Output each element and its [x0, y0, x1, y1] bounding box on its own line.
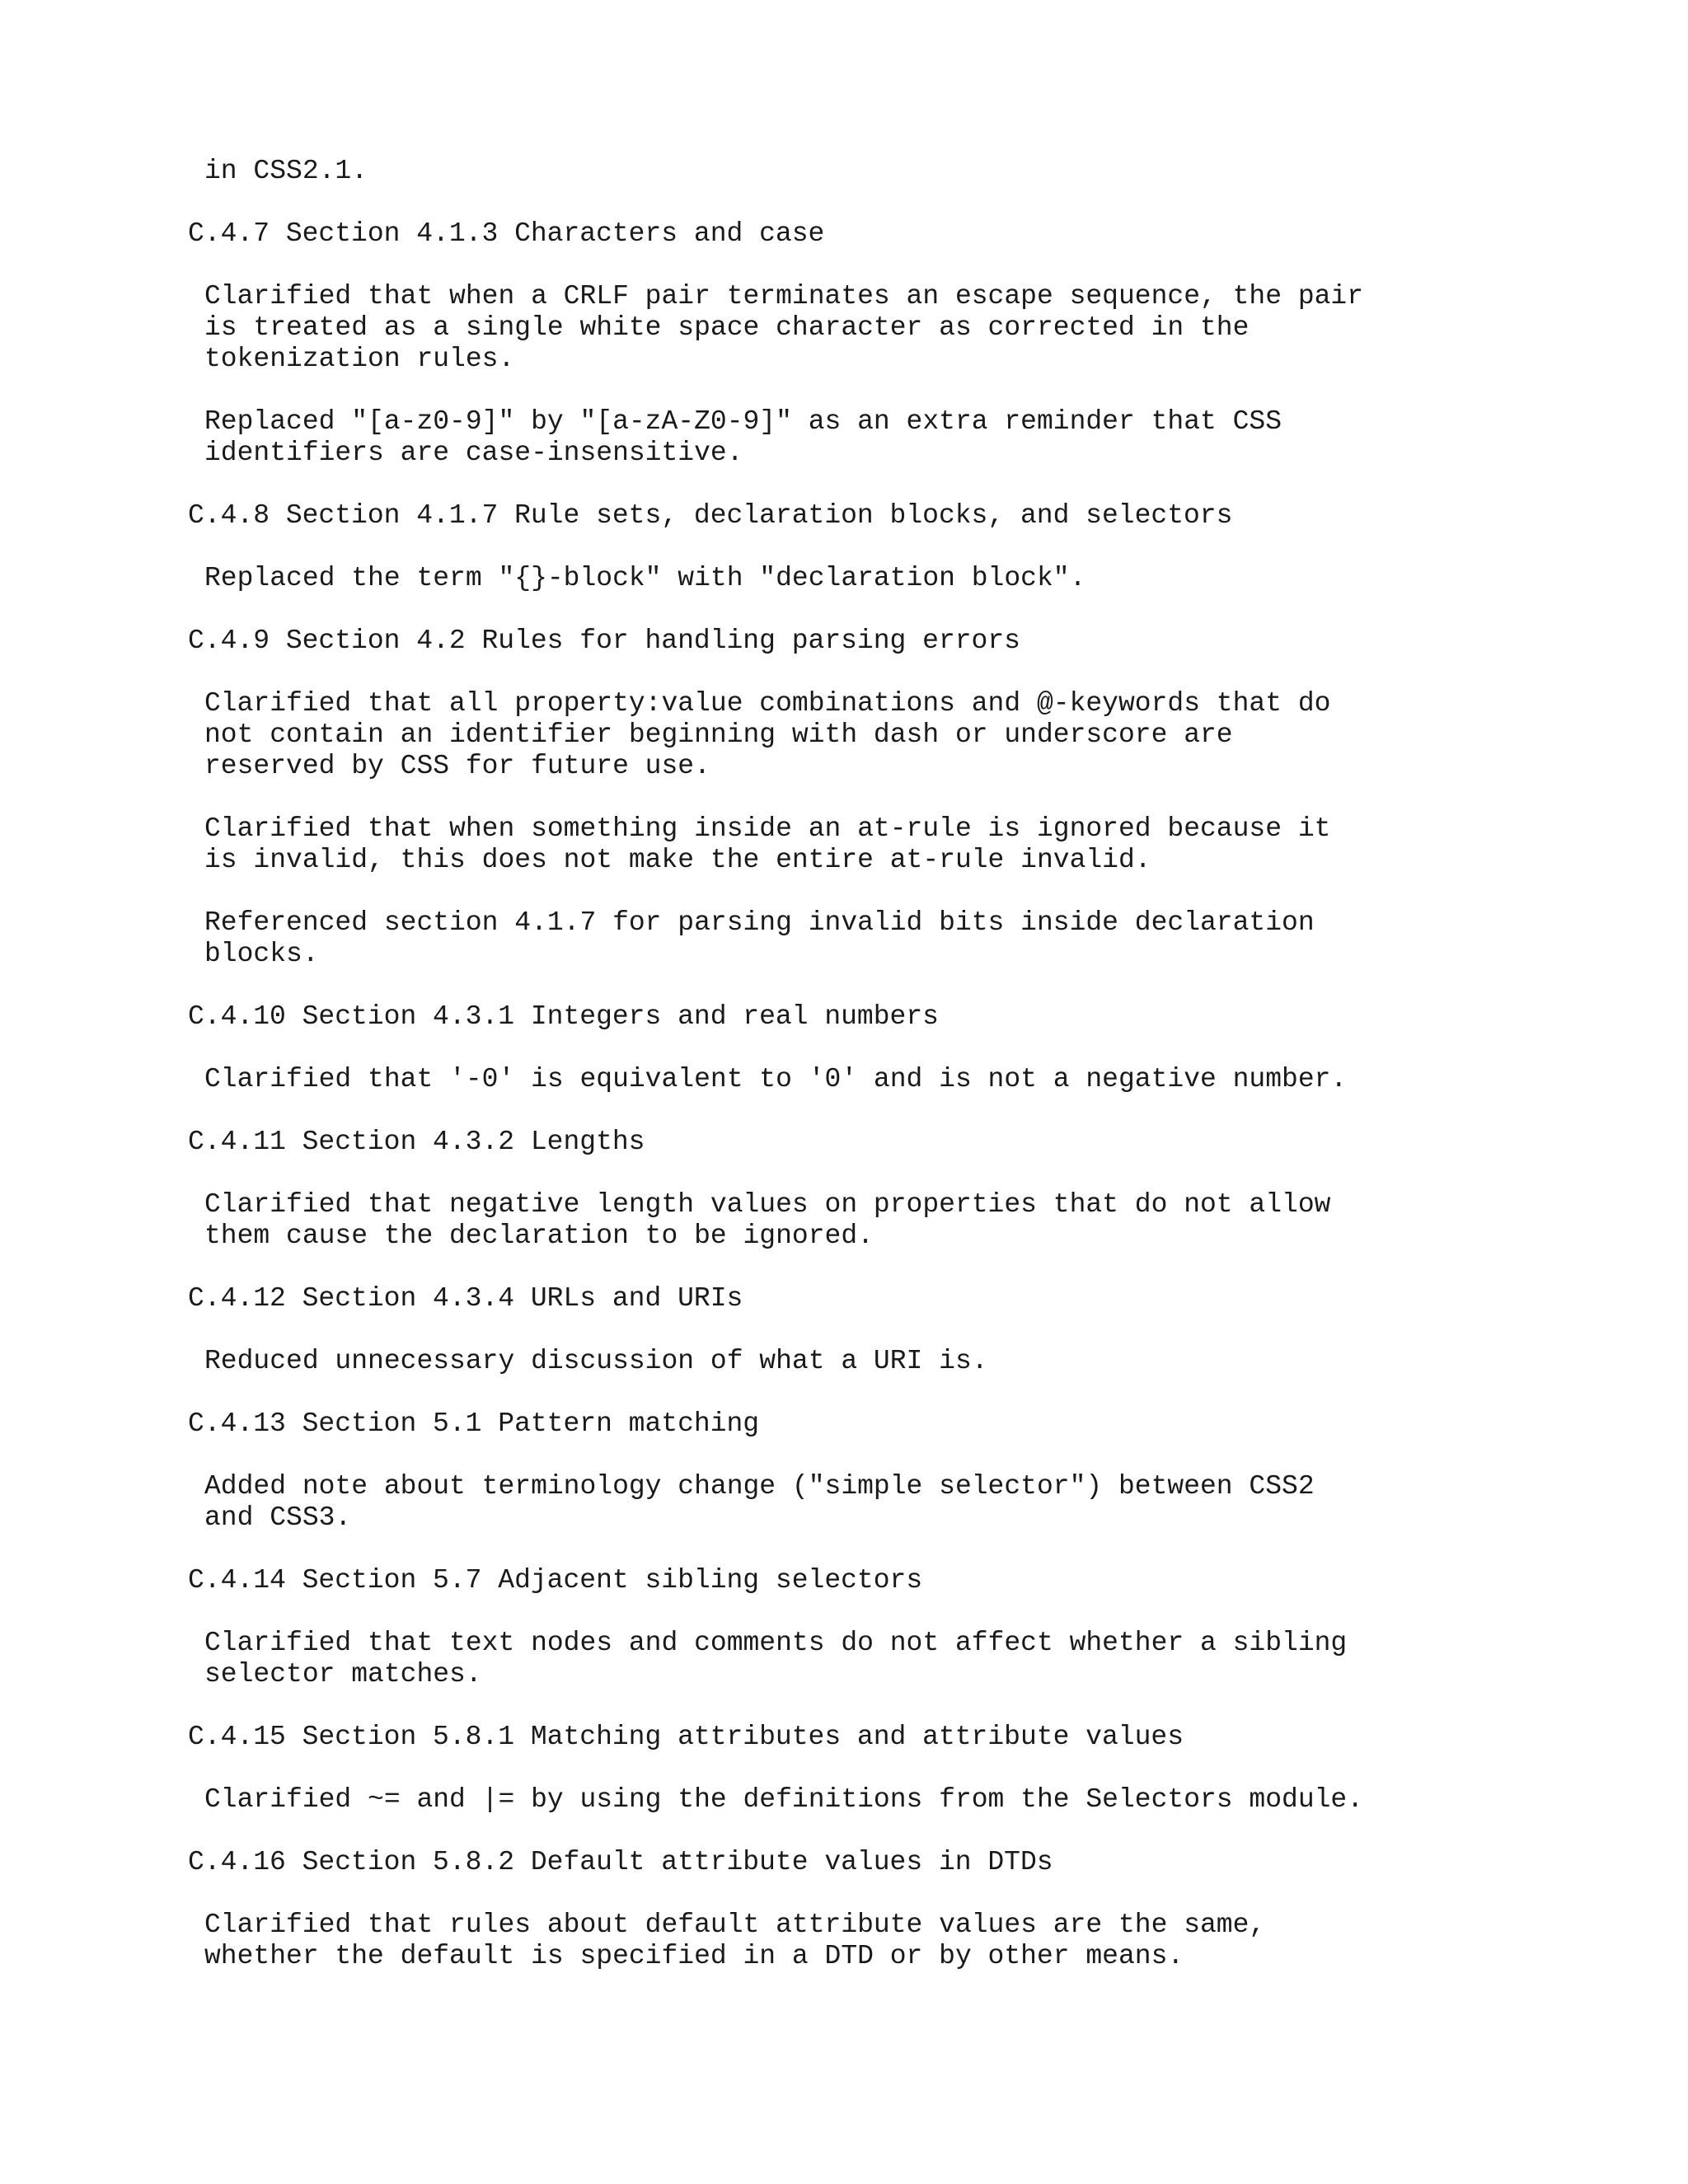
paragraph-line: selector matches.	[204, 1659, 482, 1690]
section-heading: C.4.14 Section 5.7 Adjacent sibling selectors	[188, 1565, 923, 1596]
paragraph-line: Clarified that all property:value combinations and @-keywords that do	[204, 688, 1331, 719]
section-heading: C.4.7 Section 4.1.3 Characters and case	[188, 218, 825, 249]
paragraph-line: Clarified that text nodes and comments do not affect whether a sibling	[204, 1628, 1348, 1658]
paragraph-line: Referenced section 4.1.7 for parsing invalid bits inside declaration	[204, 907, 1315, 938]
intro-continuation: in CSS2.1.	[204, 156, 368, 186]
section-heading: C.4.10 Section 4.3.1 Integers and real numbers	[188, 1001, 939, 1032]
paragraph-line: Added note about terminology change ("simple selector") between CSS2	[204, 1471, 1315, 1502]
section-heading: C.4.8 Section 4.1.7 Rule sets, declaration blocks, and selectors	[188, 500, 1233, 531]
section-heading: C.4.11 Section 4.3.2 Lengths	[188, 1127, 645, 1157]
section-heading: C.4.16 Section 5.8.2 Default attribute values in DTDs	[188, 1847, 1053, 1877]
paragraph-line: Clarified ~= and |= by using the definitions from the Selectors module.	[204, 1784, 1364, 1815]
paragraph-line: is invalid, this does not make the entire at-rule invalid.	[204, 845, 1151, 875]
paragraph-line: Clarified that when a CRLF pair terminates an escape sequence, the pair	[204, 281, 1364, 312]
paragraph-line: whether the default is specified in a DTD or by other means.	[204, 1941, 1184, 1971]
section-heading: C.4.15 Section 5.8.1 Matching attributes and attribute values	[188, 1722, 1184, 1752]
section-heading: C.4.9 Section 4.2 Rules for handling parsing errors	[188, 626, 1020, 656]
paragraph-line: Clarified that '-0' is equivalent to '0' and is not a negative number.	[204, 1064, 1348, 1094]
paragraph-line: Replaced "[a-z0-9]" by "[a-zA-Z0-9]" as an extra reminder that CSS	[204, 406, 1282, 437]
paragraph-line: not contain an identifier beginning with dash or underscore are	[204, 719, 1233, 750]
section-heading: C.4.12 Section 4.3.4 URLs and URIs	[188, 1283, 743, 1314]
paragraph-line: and CSS3.	[204, 1502, 352, 1533]
paragraph-line: identifiers are case-insensitive.	[204, 438, 743, 468]
paragraph-line: Clarified that rules about default attribute values are the same,	[204, 1910, 1266, 1940]
paragraph-line: tokenization rules.	[204, 344, 515, 374]
paragraph-line: is treated as a single white space character as corrected in the	[204, 312, 1250, 343]
paragraph-line: Reduced unnecessary discussion of what a URI is.	[204, 1346, 988, 1376]
paragraph-line: Clarified that when something inside an at-rule is ignored because it	[204, 813, 1331, 844]
paragraph-line: Replaced the term "{}-block" with "declaration block".	[204, 563, 1086, 593]
paragraph-line: reserved by CSS for future use.	[204, 751, 710, 781]
paragraph-line: blocks.	[204, 939, 319, 969]
section-heading: C.4.13 Section 5.1 Pattern matching	[188, 1408, 760, 1439]
paragraph-line: them cause the declaration to be ignored.	[204, 1221, 874, 1251]
paragraph-line: Clarified that negative length values on properties that do not allow	[204, 1189, 1331, 1220]
